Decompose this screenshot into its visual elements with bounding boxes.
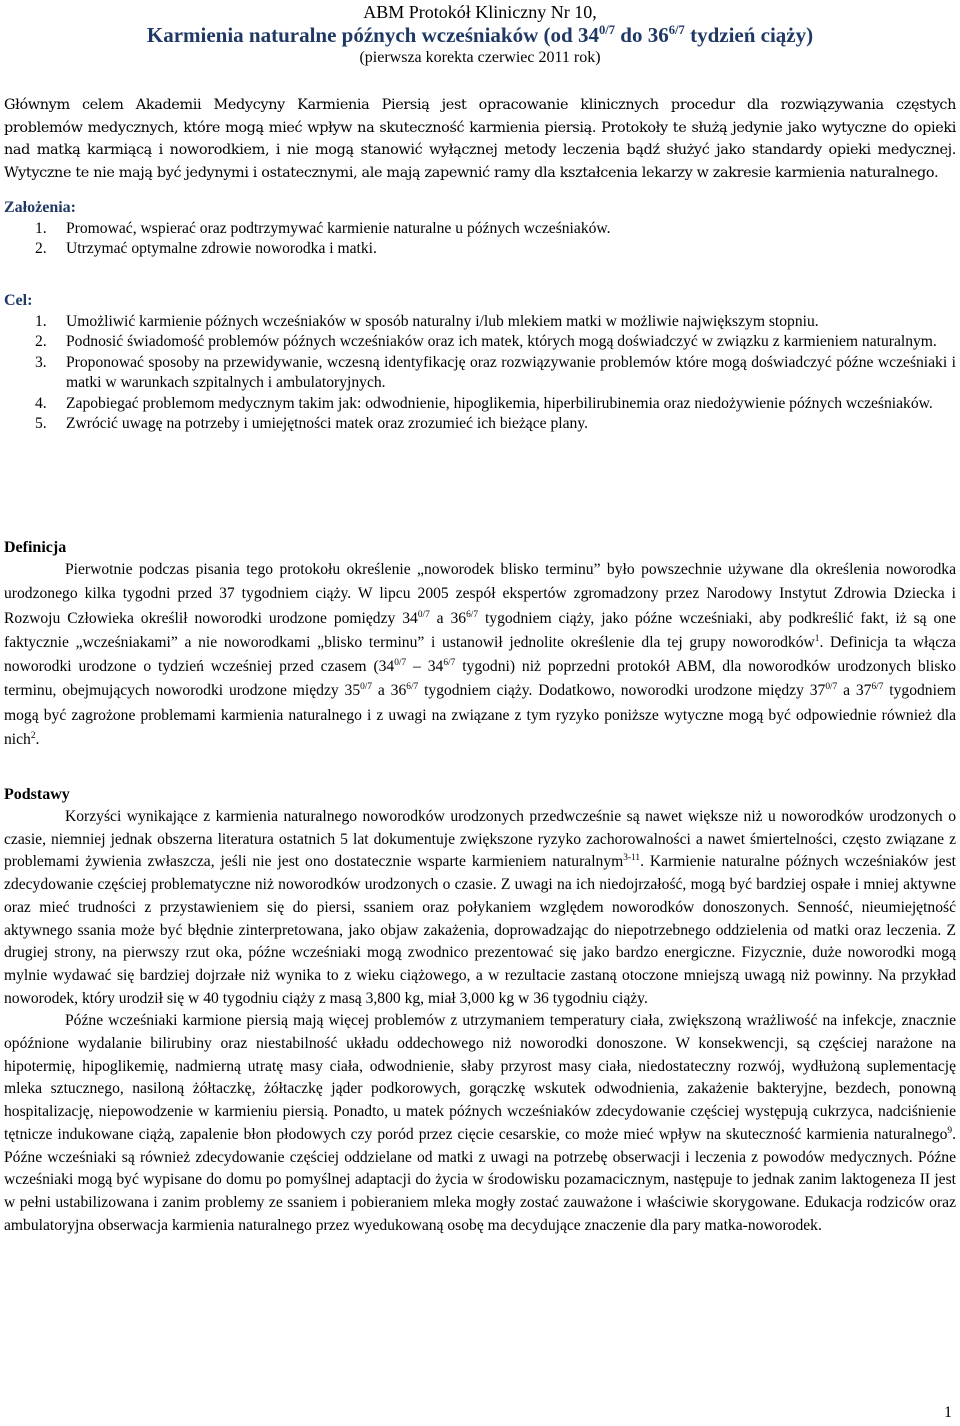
list-item: 2. Podnosić świadomość problemów późnych wcześniaków oraz ich matek, których mogą doświadczyć w związku z karmieniem naturalnym.: [35, 333, 937, 350]
document-title: Karmienia naturalne późnych wcześniaków (od $34^{0/7}$ do $36^{6/7}$ tydzień ciąży): [146, 23, 814, 47]
list-item: 4. Zapobiegać problemom medycznym takim jak: odwodnienie, hipoglikemia, hiperbilirubinemia oraz niedożywienie późnych wcześniaków.: [35, 394, 933, 412]
section-heading: Założenia:: [4, 199, 76, 216]
page-number: 1: [944, 1404, 952, 1421]
definicja-section: [4, 538, 956, 752]
intro-line: problemów medycznych, które mogą mieć wpływ na skuteczność karmienia piersią. Protokoły te służą jedynie jako wytyczne do opieki: [4, 119, 956, 136]
list-item: 3. Proponować sposoby na przewidywanie, wczesną identyfikację oraz rozwiązywanie problemów które mogą doświadczyć późne wcześniaki i matki w warunkach szpitalnych i ambulatoryjnych.: [35, 353, 956, 391]
intro-line: Głównym celem Akademii Medycyny Karmienia Piersią jest opracowanie klinicznych procedur dla rozwiązywania częstych: [4, 97, 956, 113]
list-item: 1. Promować, wspierać oraz podtrzymywać karmienie naturalne u późnych wcześniaków.: [35, 219, 611, 237]
zalozenia-section: [4, 198, 956, 260]
intro-paragraph: [4, 94, 956, 184]
section-heading: Cel:: [4, 292, 33, 309]
intro-line: nad matką karmiącą i noworodkiem, i nie mogą stanowić wyłącznej metody leczenia bądź służyć jako standardy opieki medycznej.: [4, 142, 956, 159]
definicja-paragraph: Pierwotnie podczas pisania tego protokołu określenie „noworodek blisko terminu” było powszechnie używane dla określenia noworodka urodzonego kilka tygodni przed 37 tygodniem ciąży. W lipcu 2005 zespół ekspertów zgromadzony przez Narodowy Instytut Zdrowia Dziecka i Rozwoju Człowieka określił noworodki urodzone pomiędzy $34^{0/7}$ a $36^{6/7}$ tygodniem ciąży, jako późne wcześniaki, aby podkreślić fakt, iż są one faktycznie „wcześniakami” a nie noworodkami „blisko terminu” i ustanowił jednolite określenie dla tej grupy noworodków$^1$. Definicja ta włącza noworodki urodzone o tydzień wcześniej przed czasem ($34^{0/7} - 34^{6/7}$ tygodni) niż poprzedni protokół ABM, dla noworodków urodzonych blisko terminu, obejmujących noworodki urodzone między $35^{0/7}$ a $36^{6/7}$ tygodniem ciąży. Dodatkowo, noworodki urodzone między $37^{0/7}$ a $37^{6/7}$ tygodniem mogą być zagrożone problemami karmienia naturalnego i z uwagi na związane z tym ryzyko poniższe wytyczne mogą być odpowiednie również dla nich$^2$.: [4, 561, 956, 749]
podstawy-paragraph: Późne wcześniaki karmione piersią mają więcej problemów z utrzymaniem temperatury ciała, zwiększoną wrażliwość na infekcje, znacznie opóźnione wydalanie bilirubiny oraz niestabilność układu oddechowego niż noworodki donoszone. W konsekwencji, są częściej narażone na hipotermię, hipoglikemię, nadmierną utratę masy ciała, odwodnienie, słaby przyrost masy ciała, niedostateczny rozwój, wydłużoną suplementację mleka sztucznego, nasiloną żółtaczkę, żółtaczkę jąder podkorowych, gorączkę wskutek odwodnienia, zakażenie bakteryjne, bezdech, ponowną hospitalizację, niepowodzenie w karmieniu piersią. Ponadto, u matek późnych wcześniaków zdecydowanie częściej występują cukrzyca, nadciśnienie tętnicze indukowane ciążą, zapalenie błon płodowych czy poród przez cięcie cesarskie, co może mieć wpływ na skuteczność karmienia naturalnego$^9$. Późne wcześniaki są również zdecydowanie częściej oddzielane od matki z uwagi na potrzebę obserwacji i leczenia z powodów medycznych. Późne wcześniaki mogą być wypisane do domu po pomyślnej adaptacji do życia w środowisku pozamacicznym, następuje to jednak zanim laktogeneza II jest w pełni ustabilizowana i zanim problemy ze ssaniem i pobieraniem mleka mogły zostać zauważone i właściwie skorygowane. Edukacja rodziców oraz ambulatoryjna obserwacja karmienia naturalnego przez wyedukowaną osobę ma decydujące znaczenie dla pary matka-noworodek.: [4, 1012, 956, 1234]
section-heading: Podstawy: [4, 786, 70, 803]
document-subtitle: (pierwsza korekta czerwiec 2011 rok): [359, 49, 601, 66]
list-item: 5. Zwrócić uwagę na potrzeby i umiejętności matek oraz zrozumieć ich bieżące plany.: [35, 415, 589, 432]
protocol-number: ABM Protokół Kliniczny Nr 10,: [363, 2, 597, 22]
podstawy-paragraph: Korzyści wynikające z karmienia naturalnego noworodków urodzonych przedwcześnie są nawet większe niż u noworodków urodzonych o czasie, niemniej jednak obszerna literatura ostatnich 5 lat dokumentuje zwiększone ryzyko zachorowalności a nawet śmiertelności, często związane z problemami żywienia zwłaszcza, jeśli nie jest ono dostatecznie wsparte karmieniem naturalnym$^{3-11}$. Karmienie naturalne późnych wcześniaków jest zdecydowanie częściej problematyczne niż noworodków urodzonych o czasie. Z uwagi na ich niedojrzałość, mogą być bardziej ospałe i mniej aktywne oraz mieć trudności z przystawieniem się do piersi, ssaniem oraz połykaniem względem noworodków donoszonych. Senność, nieumiejętność aktywnego ssania może być błędnie zinterpretowana, jako objaw zakażenia, doprowadzając do niepotrzebnego oddzielenia od matki oraz leczenia. Z drugiej strony, na pierwszy rzut oka, późne wcześniaki mogą zwodnico prezentować się jako bardzo energiczne. Fizycznie, duże noworodki mogą mylnie wydawać się bardziej dojrzałe niż wynika to z wieku ciążowego, a w rezultacie zastaną otoczone mniejszą uwagą niż powinny. Na przykład noworodek, który urodził się w 40 tygodniu ciąży z masą 3,800 kg, miał 3,000 kg w 36 tygodniu ciąży.: [4, 808, 956, 1007]
intro-line: Wytyczne te nie mają być jedynymi i ostatecznymi, ale mają zapewnić ramy dla kształcenia lekarzy w zakresie karmienia naturalnego.: [4, 164, 939, 181]
cel-section: [4, 291, 956, 435]
section-heading: Definicja: [4, 539, 67, 556]
list-item: 2. Utrzymać optymalne zdrowie noworodka i matki.: [35, 240, 377, 257]
list-item: 1. Umożliwić karmienie późnych wcześniaków w sposób naturalny i/lub mlekiem matki w możliwie największym stopniu.: [35, 312, 819, 330]
podstawy-section: [4, 784, 956, 1237]
